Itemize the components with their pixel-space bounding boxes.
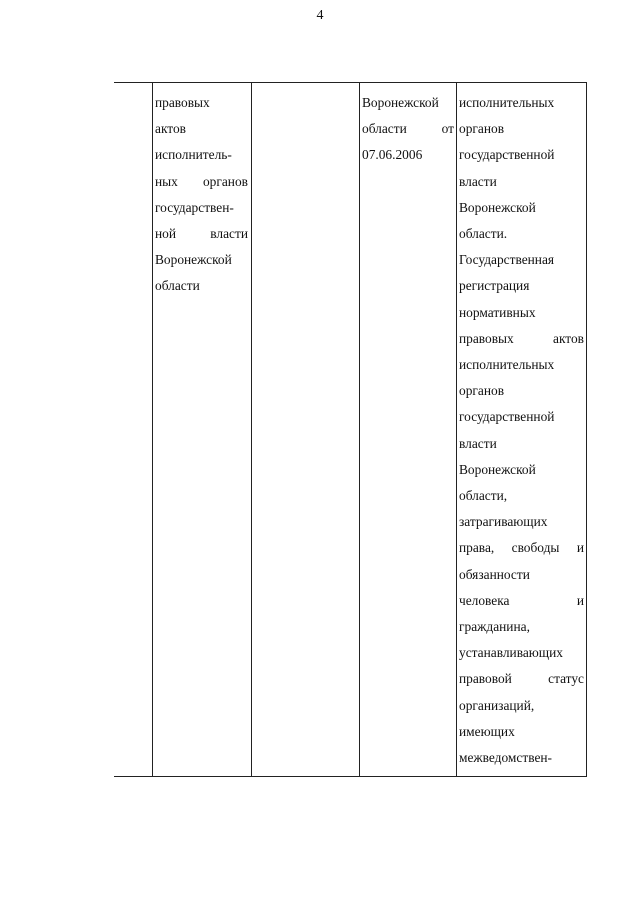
text-word: права,: [459, 540, 495, 556]
text-line: устанавливающих: [459, 645, 563, 661]
text-line: области.: [459, 226, 508, 242]
text-word: правовых: [459, 330, 514, 346]
text-word: статус: [548, 671, 584, 687]
text-word: от: [441, 121, 454, 137]
text-line: правовых: [155, 95, 210, 110]
table-cell-document-name: [155, 90, 248, 300]
column-divider: [456, 83, 457, 776]
text-line: области,: [459, 488, 508, 504]
text-word: и: [576, 540, 584, 556]
text-word: свободы: [511, 540, 560, 556]
text-line: [459, 666, 584, 692]
text-line: Государственная: [459, 252, 555, 268]
text-word: области: [362, 121, 407, 137]
text-line: [459, 588, 584, 614]
text-line: организаций,: [459, 697, 535, 713]
text-line: гражданина,: [459, 619, 530, 635]
text-word: власти: [210, 226, 248, 242]
text-line: [459, 535, 584, 561]
column-divider: [152, 83, 153, 776]
text-line: межведомствен-: [459, 750, 553, 766]
text-line: [362, 116, 454, 142]
text-line: органов: [459, 383, 505, 399]
text-word: правовой: [459, 671, 512, 687]
text-line: Воронежской: [459, 461, 536, 477]
text-word: ных: [155, 173, 178, 189]
text-line: регистрация: [459, 278, 530, 294]
text-line: [155, 169, 248, 195]
text-line: исполнительных: [459, 95, 555, 110]
text-line: [155, 221, 248, 247]
text-line: исполнитель-: [155, 147, 232, 163]
text-line: власти: [459, 173, 497, 189]
text-line: исполнительных: [459, 357, 555, 373]
text-line: актов: [155, 121, 186, 137]
text-line: Воронежской: [155, 252, 232, 268]
text-word: и: [576, 592, 584, 608]
column-divider: [359, 83, 360, 776]
text-word: человека: [459, 592, 510, 608]
table-cell-decree-reference: [362, 90, 454, 169]
text-line: имеющих: [459, 723, 515, 739]
page-number: 4: [316, 8, 324, 23]
text-line: власти: [459, 435, 497, 451]
text-line: Воронежской: [362, 95, 439, 110]
text-line: затрагивающих: [459, 514, 548, 530]
text-line: [459, 326, 584, 352]
text-line: 07.06.2006: [362, 147, 423, 163]
text-line: государствен-: [155, 199, 234, 215]
text-line: Воронежской: [459, 199, 536, 215]
text-line: государственной: [459, 409, 555, 425]
text-line: государственной: [459, 147, 555, 163]
text-line: области: [155, 278, 200, 294]
document-table: [114, 82, 587, 777]
text-line: нормативных: [459, 304, 536, 320]
table-cell-function-description: [459, 90, 584, 771]
text-line: органов: [459, 121, 505, 137]
text-line: обязанности: [459, 566, 530, 582]
column-divider: [251, 83, 252, 776]
text-word: ной: [155, 226, 177, 242]
text-word: актов: [553, 330, 584, 346]
text-word: органов: [202, 173, 248, 189]
